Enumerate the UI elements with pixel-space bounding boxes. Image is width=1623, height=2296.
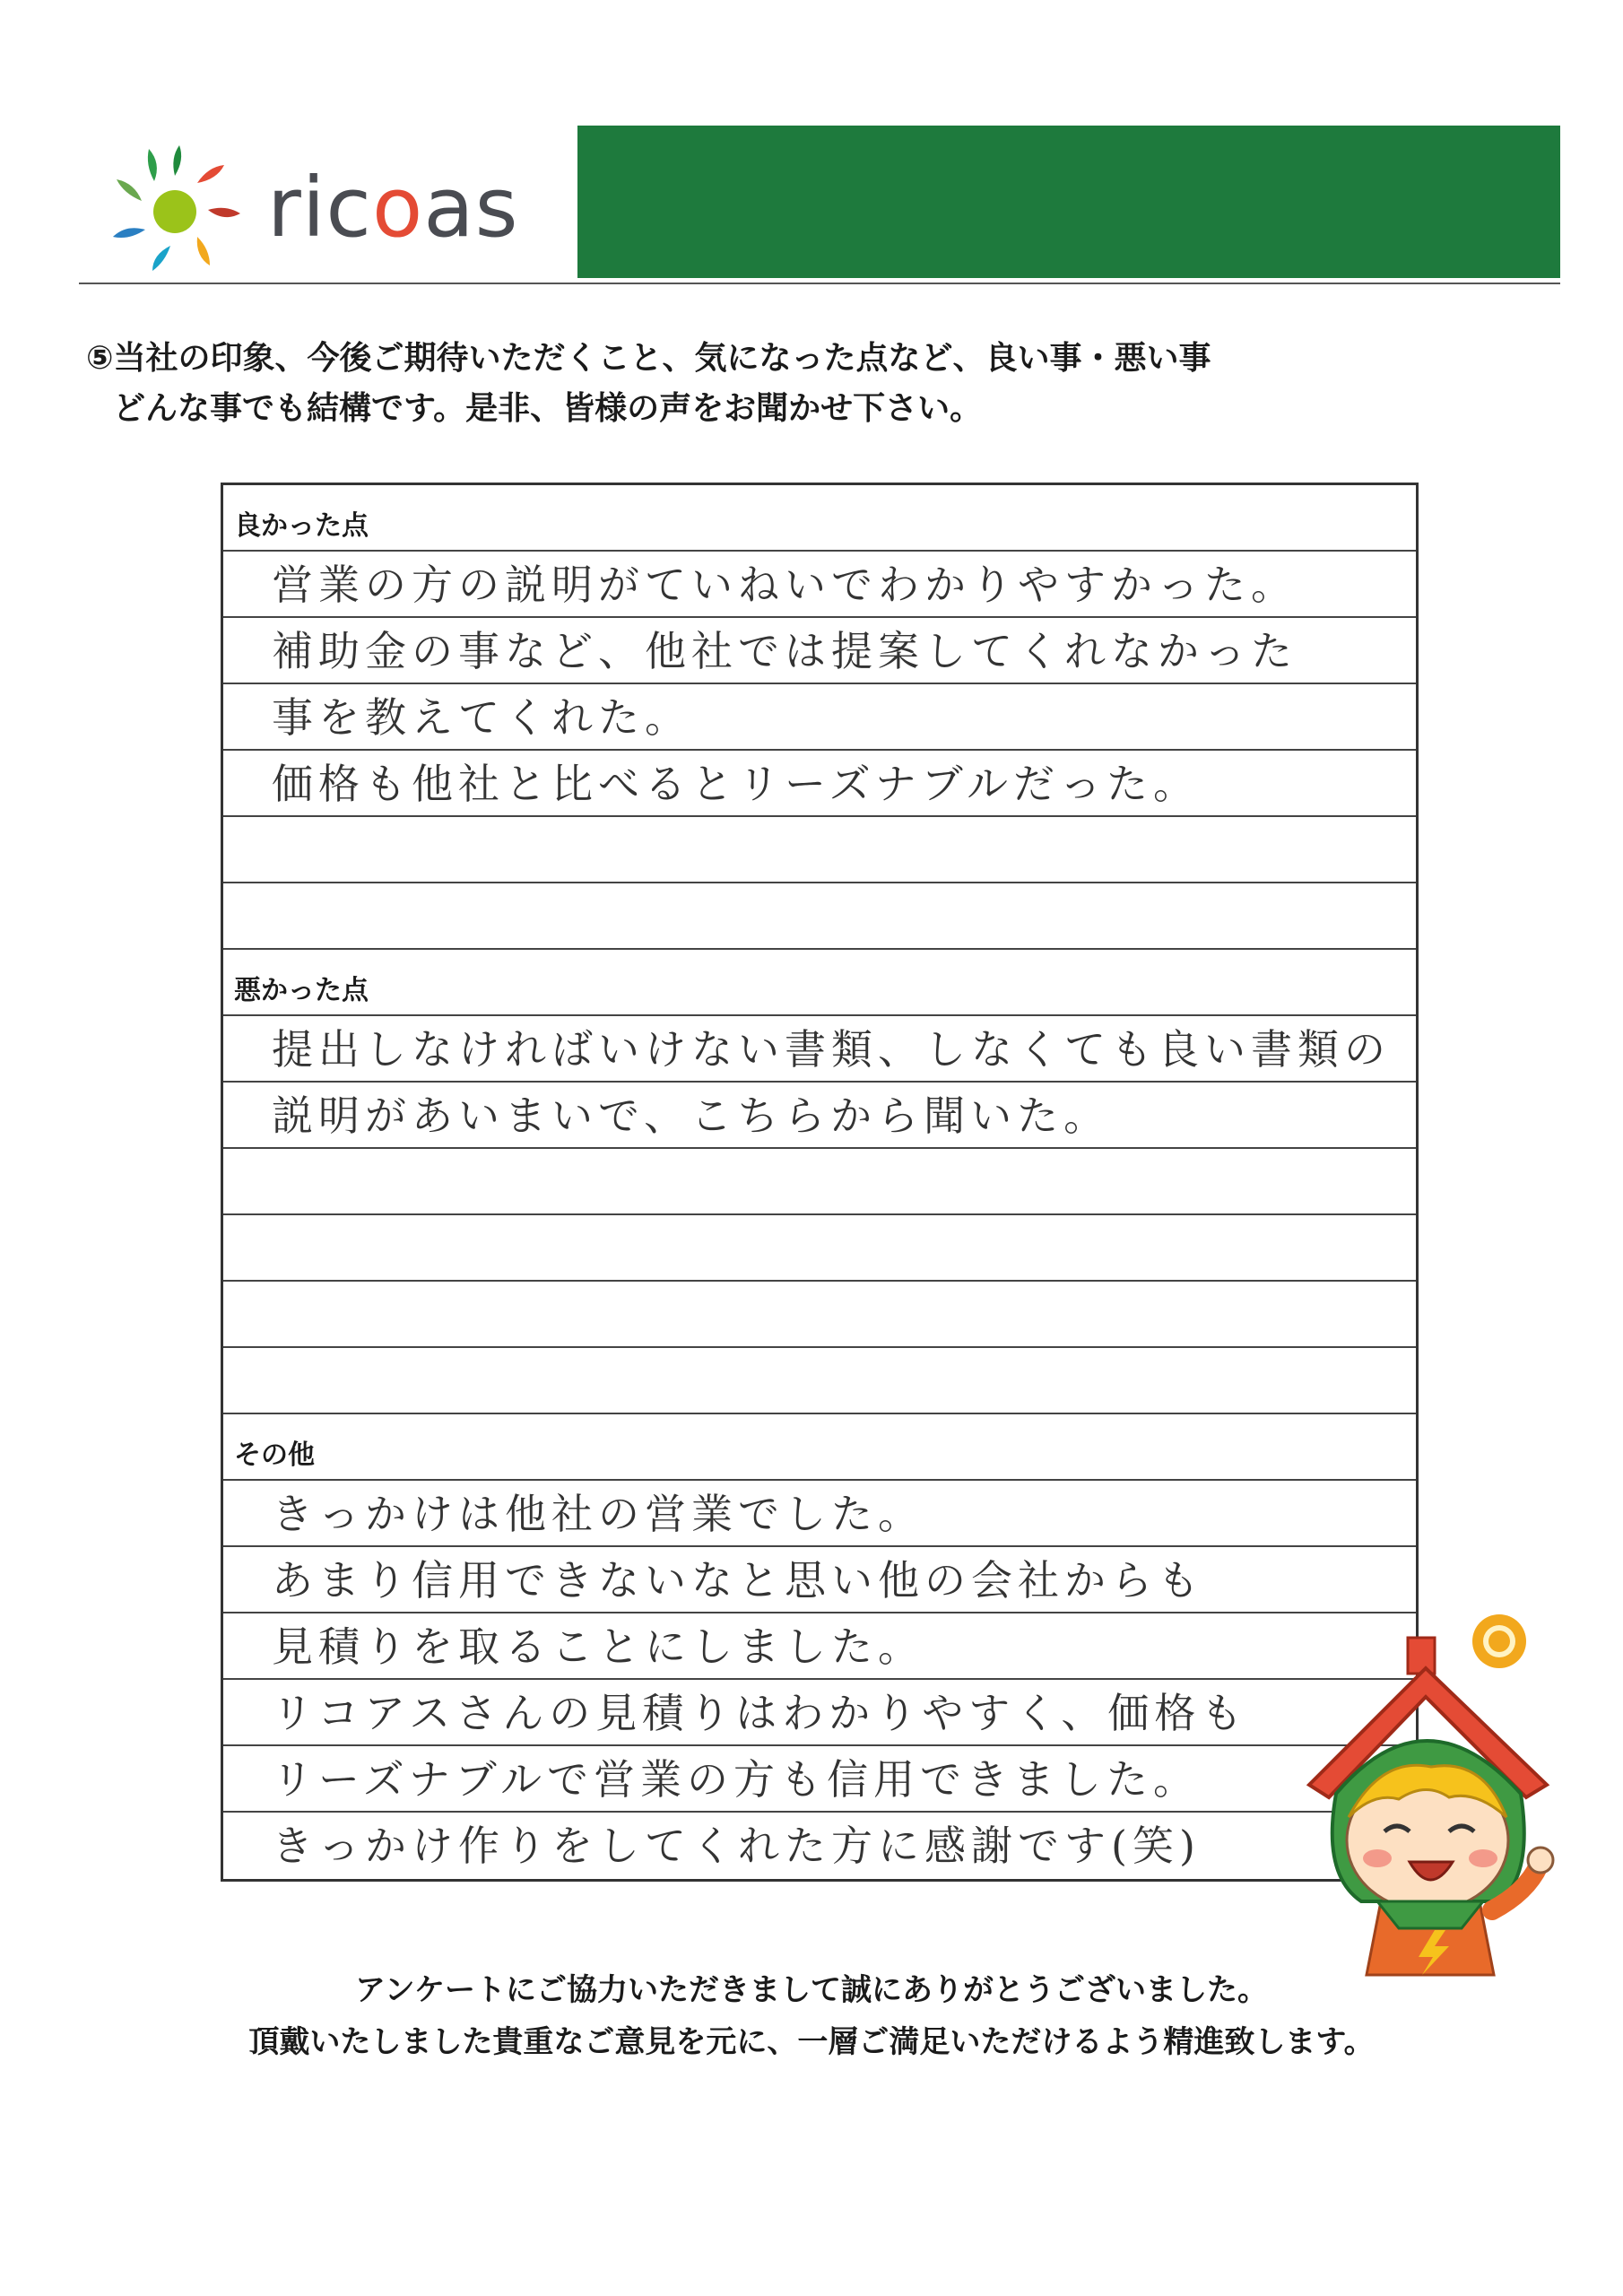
thank-you-footer (0, 1964, 1623, 2068)
answer-line (223, 552, 1416, 618)
answer-line (223, 1016, 1416, 1083)
footer-line-2: 頂戴いたしました貴重なご意見を元に、一層ご満足いただけるよう精進致します。 (248, 2024, 1375, 2060)
answer-line (223, 1348, 1416, 1414)
answer-line (223, 1547, 1416, 1613)
answer-line (223, 684, 1416, 751)
section-heading-row (223, 950, 1416, 1016)
answer-text: きっかけは他社の営業でした。 (272, 1490, 924, 1538)
bad-points-heading: 悪かった点 (234, 975, 369, 1006)
answer-text: リーズナブルで営業の方も信用できました。 (272, 1755, 1200, 1804)
answer-line (223, 1149, 1416, 1215)
answer-line (223, 1613, 1416, 1680)
answer-line (223, 1215, 1416, 1282)
answer-line (223, 751, 1416, 817)
house-hat-mascot-icon (1291, 1605, 1578, 1982)
page-header (79, 126, 1560, 285)
answer-line (223, 1481, 1416, 1547)
ricoas-logo (99, 140, 601, 274)
header-banner (577, 126, 1560, 278)
footer-line-1: アンケートにご協力いただきまして誠にありがとうございました。 (355, 1972, 1268, 2008)
answer-line (223, 1083, 1416, 1149)
answer-text: 説明があいまいで、こちらから聞いた。 (272, 1091, 1111, 1140)
answer-line (223, 1282, 1416, 1348)
answer-text: 見積りを取ることにしました。 (272, 1622, 924, 1671)
section-heading-row (223, 1414, 1416, 1481)
answer-text: あまり信用できないなと思い他の会社からも (272, 1556, 1204, 1605)
answer-text: 補助金の事など、他社では提案してくれなかった (272, 627, 1298, 675)
survey-question (86, 334, 1211, 434)
answer-line (223, 618, 1416, 684)
answer-text: きっかけ作りをしてくれた方に感謝です(笑) (272, 1822, 1201, 1870)
answer-text: リコアスさんの見積りはわかりやすく、価格も (272, 1689, 1248, 1737)
answer-line (223, 817, 1416, 883)
survey-question-line-2: どんな事でも結構です。是非、皆様の声をお聞かせ下さい。 (113, 390, 983, 427)
survey-question-line-1: ⑤当社の印象、今後ご期待いただくこと、気になった点など、良い事・悪い事 (86, 340, 1211, 377)
sun-flower-logo-icon (99, 140, 260, 274)
answer-text: 営業の方の説明がていねいでわかりやすかった。 (272, 561, 1298, 609)
header-divider (79, 283, 1560, 284)
good-points-heading: 良かった点 (234, 510, 369, 542)
section-heading-row (223, 485, 1416, 552)
answer-text: 事を教えてくれた。 (272, 693, 691, 742)
logo-wordmark: ricoas (267, 160, 519, 256)
answer-sheet (221, 483, 1419, 1882)
answer-line (223, 883, 1416, 950)
answer-text: 価格も他社と比べるとリーズナブルだった。 (272, 760, 1200, 808)
answer-line (223, 1680, 1416, 1746)
answer-line (223, 1746, 1416, 1813)
answer-line (223, 1813, 1416, 1879)
answer-text: 提出しなければいけない書類、しなくても良い書類の (272, 1025, 1391, 1074)
other-heading: その他 (234, 1439, 315, 1471)
